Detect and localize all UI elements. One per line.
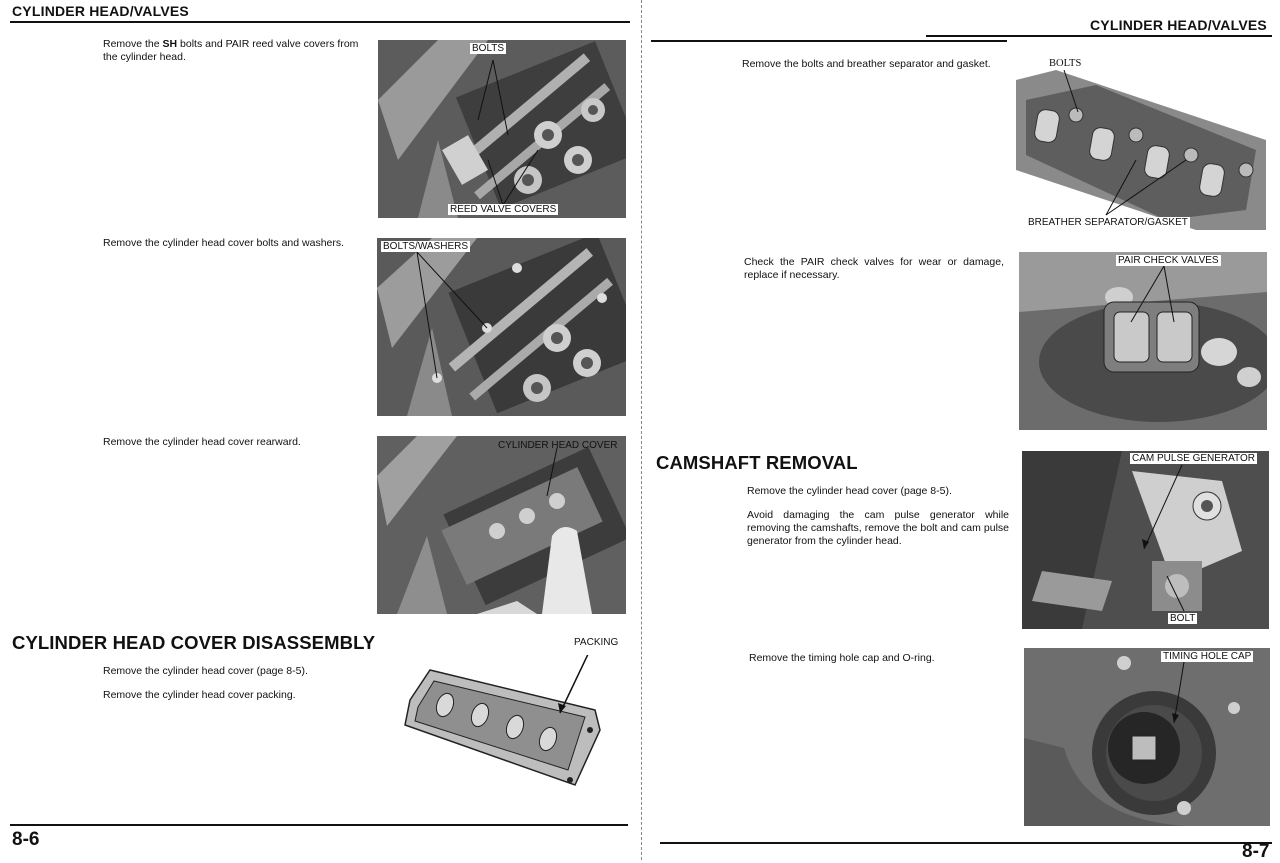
callout-timing-hole-cap: TIMING HOLE CAP [1163, 651, 1252, 662]
left-step-2: Remove the cylinder head cover bolts and washers. [103, 237, 345, 249]
right-page-number: 8-7 [1242, 841, 1270, 862]
left-section-step-1: Remove the cylinder head cover (page 8-5). [103, 665, 308, 677]
callout-packing: PACKING [574, 637, 619, 648]
right-header-rule-thick [926, 35, 1272, 37]
right-footer-rule [660, 842, 1272, 844]
breather-separator-photo [1016, 60, 1266, 230]
callout-breather-separator-gasket: BREATHER SEPARATOR/GASKET [1028, 217, 1188, 228]
callout-pair-check-valves: PAIR CHECK VALVES [1118, 255, 1219, 266]
callout-reed-valve-covers: REED VALVE COVERS [450, 204, 557, 215]
head-cover-bolts-photo [377, 238, 626, 416]
left-section-step-2: Remove the cylinder head cover packing. [103, 689, 296, 701]
callout-bolts-1: BOLTS [472, 43, 505, 54]
left-section-title: CYLINDER HEAD COVER DISASSEMBLY [12, 632, 376, 653]
left-step-1 [103, 38, 368, 64]
left-header-rule [10, 21, 630, 23]
left-step-1-bold: SH [162, 38, 178, 50]
left-step-1-post: bolts and PAIR reed valve covers from the cylinder head. [103, 38, 359, 63]
callout-bolt: BOLT [1170, 613, 1196, 624]
left-footer-rule [10, 824, 628, 826]
left-page-number: 8-6 [12, 829, 40, 850]
callout-cam-pulse-generator: CAM PULSE GENERATOR [1132, 453, 1255, 464]
right-page-header: CYLINDER HEAD/VALVES [1090, 17, 1267, 33]
right-step-1: Remove the bolts and breather separator and gasket. [742, 58, 991, 70]
reed-valve-covers-photo [378, 40, 626, 218]
left-step-3: Remove the cylinder head cover rearward. [103, 436, 301, 448]
packing-drawing [400, 655, 610, 795]
right-section-title: CAMSHAFT REMOVAL [656, 452, 858, 473]
cam-pulse-generator-photo [1022, 451, 1269, 629]
left-step-1-pre: Remove the [103, 38, 163, 50]
right-step-2: Check the PAIR check valves for wear or damage, replace if necessary. [744, 256, 1004, 281]
right-section-step-1: Remove the cylinder head cover (page 8-5). [747, 485, 952, 497]
head-cover-removal-photo [377, 436, 626, 614]
callout-cylinder-head-cover: CYLINDER HEAD COVER [498, 440, 618, 451]
pair-check-valves-photo [1019, 252, 1267, 430]
callout-bolts-2: BOLTS [1049, 58, 1082, 69]
timing-hole-cap-photo [1024, 648, 1270, 826]
right-header-rule [651, 40, 1007, 42]
right-section-step-3: Remove the timing hole cap and O-ring. [749, 652, 935, 664]
page-gutter [641, 0, 642, 860]
left-page-header: CYLINDER HEAD/VALVES [12, 3, 189, 19]
right-section-step-2: Avoid damaging the cam pulse generator while removing the camshafts, remove the bolt and cam pulse generator from the cylinder head. [747, 509, 1009, 547]
callout-bolts-washers: BOLTS/WASHERS [383, 241, 469, 252]
